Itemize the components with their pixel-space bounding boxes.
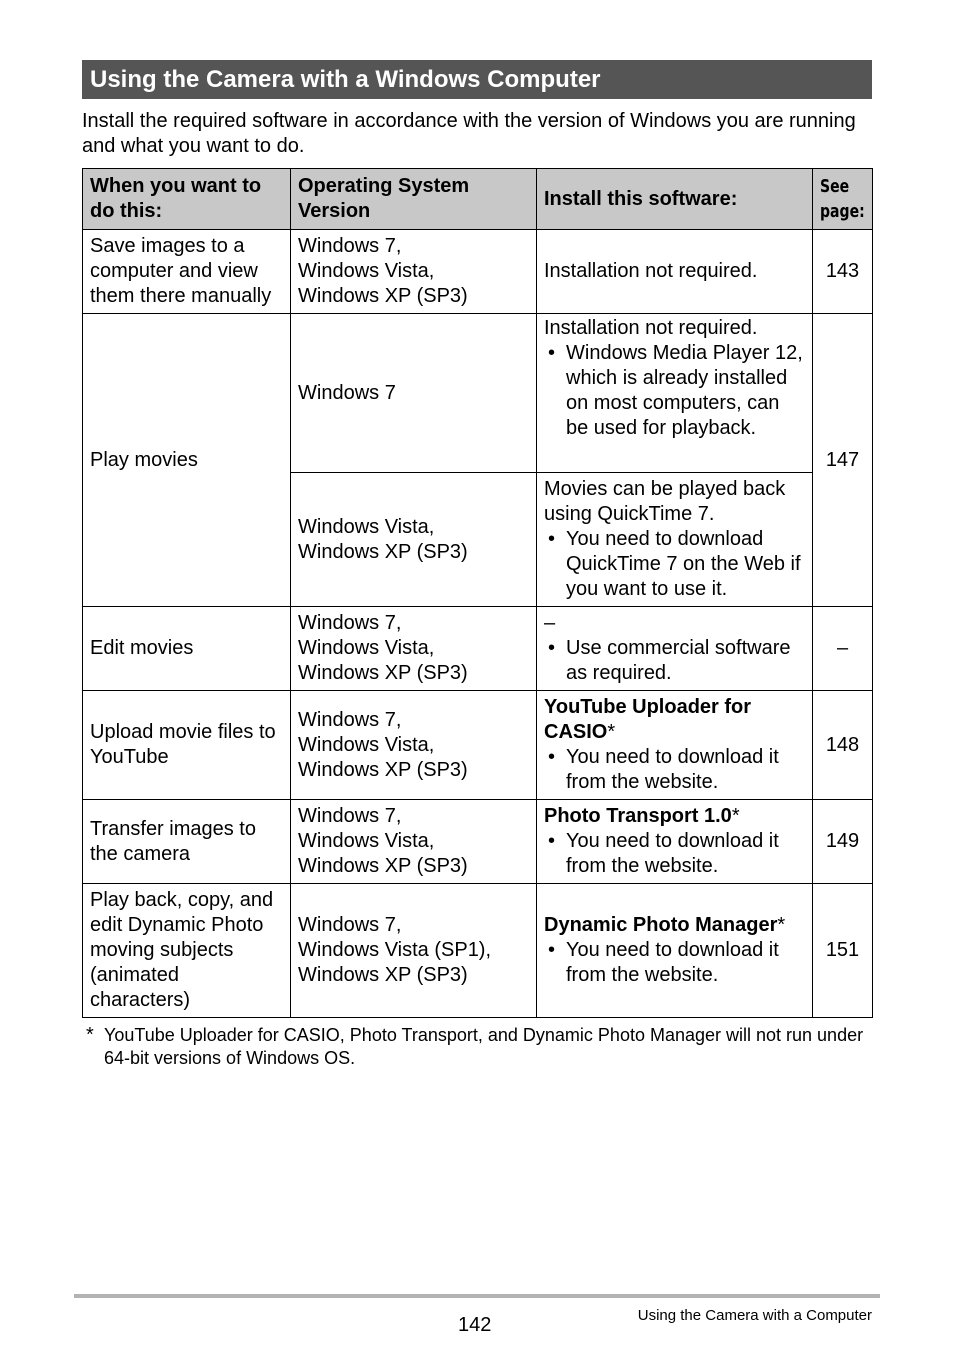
bullet-item xyxy=(544,829,805,879)
cell-want: Transfer images to the camera xyxy=(83,800,291,884)
table-row xyxy=(83,800,873,884)
software-name-text: YouTube Uploader for CASIO xyxy=(544,696,752,743)
os-line: Windows XP (SP3) xyxy=(298,540,468,563)
bullet-dot: • xyxy=(548,746,556,768)
os-line: Windows Vista, xyxy=(298,260,435,282)
section-heading: Using the Camera with a Windows Computer xyxy=(82,60,872,99)
cell-page: 143 xyxy=(813,230,873,314)
cell-page: – xyxy=(813,607,873,691)
cell-software xyxy=(537,473,813,607)
cell-page: 147 xyxy=(813,314,873,607)
software-name xyxy=(544,695,805,745)
bullet-text: You need to download it from the website. xyxy=(566,939,779,986)
cell-want: Save images to a computer and view them there manually xyxy=(83,230,291,314)
software-lead: Movies can be played back using QuickTime 7. xyxy=(544,478,786,525)
bullet-text: Use commercial software as required. xyxy=(566,637,791,684)
cell-os xyxy=(291,691,537,800)
cell-os xyxy=(291,800,537,884)
os-line: Windows 7 xyxy=(298,381,396,404)
os-line: Windows 7, xyxy=(298,235,402,257)
running-head: Using the Camera with a Computer xyxy=(637,1307,872,1324)
software-name-text: Photo Transport 1.0 xyxy=(544,805,732,827)
os-line: Windows XP (SP3) xyxy=(298,964,468,986)
cell-os xyxy=(291,230,537,314)
header-os: Operating System Version xyxy=(291,169,537,230)
bullet-text: You need to download it from the website. xyxy=(566,830,779,877)
cell-page: 151 xyxy=(813,884,873,1018)
bullet-item xyxy=(544,938,805,988)
os-line: Windows Vista, xyxy=(298,637,435,659)
header-see-line1: See xyxy=(820,176,850,197)
bullet-dot: • xyxy=(548,637,556,659)
os-line: Windows 7, xyxy=(298,914,402,936)
software-name xyxy=(544,804,805,829)
cell-page: 148 xyxy=(813,691,873,800)
cell-software xyxy=(537,314,813,473)
cell-software: Installation not required. xyxy=(537,230,813,314)
cell-want: Edit movies xyxy=(83,607,291,691)
bullet-dot: • xyxy=(548,830,556,852)
bullet-item xyxy=(544,745,805,795)
cell-software xyxy=(537,607,813,691)
software-lead: – xyxy=(544,612,556,634)
software-table xyxy=(82,168,873,1018)
os-line: Windows XP (SP3) xyxy=(298,758,468,781)
os-line: Windows XP (SP3) xyxy=(298,855,468,877)
cell-os xyxy=(291,473,537,607)
table-row xyxy=(83,607,873,691)
os-line: Windows 7, xyxy=(298,708,402,731)
header-see-line2: page: xyxy=(820,201,865,222)
footnote-asterisk: * xyxy=(86,1024,94,1046)
footer-rule xyxy=(74,1294,880,1298)
cell-page: 149 xyxy=(813,800,873,884)
bullet-dot: • xyxy=(548,342,556,364)
footnote-text: YouTube Uploader for CASIO, Photo Transport, and Dynamic Photo Manager will not run under 64-bit versions of Windows OS. xyxy=(104,1025,864,1068)
bullet-text: You need to download it from the website. xyxy=(566,746,779,793)
bullet-text: Windows Media Player 12, which is already installed on most computers, can be used for playback. xyxy=(566,342,803,439)
bullet-text: You need to download QuickTime 7 on the Web if you want to use it. xyxy=(566,528,801,600)
software-lead: Installation not required. xyxy=(544,317,758,339)
asterisk-mark: * xyxy=(777,914,786,936)
software-name xyxy=(544,913,805,938)
table-row xyxy=(83,884,873,1018)
cell-os xyxy=(291,607,537,691)
cell-want: Upload movie files to YouTube xyxy=(83,691,291,800)
software-name-text: Dynamic Photo Manager xyxy=(544,914,778,936)
header-see-page xyxy=(813,169,873,230)
bullet-item xyxy=(544,527,805,602)
os-line: Windows Vista (SP1), xyxy=(298,939,492,961)
page-number: 142 xyxy=(458,1314,492,1336)
bullet-dot: • xyxy=(548,939,556,961)
os-line: Windows Vista, xyxy=(298,830,435,852)
table-header-row xyxy=(83,169,873,230)
bullet-dot: • xyxy=(548,528,556,550)
os-line: Windows 7, xyxy=(298,612,402,634)
intro-paragraph: Install the required software in accordance with the version of Windows you are running and what you want to do. xyxy=(82,110,856,157)
footnote xyxy=(82,1024,872,1070)
table-row xyxy=(83,691,873,800)
cell-want: Play back, copy, and edit Dynamic Photo moving subjects (animated characters) xyxy=(83,884,291,1018)
cell-software xyxy=(537,800,813,884)
os-line: Windows XP (SP3) xyxy=(298,662,468,684)
cell-software xyxy=(537,884,813,1018)
cell-os xyxy=(291,884,537,1018)
cell-os xyxy=(291,314,537,473)
table-row xyxy=(83,314,873,473)
asterisk-mark: * xyxy=(607,721,616,743)
os-line: Windows 7, xyxy=(298,805,402,827)
os-line: Windows XP (SP3) xyxy=(298,285,468,307)
bullet-item xyxy=(544,341,805,441)
asterisk-mark: * xyxy=(731,805,740,827)
table-row xyxy=(83,230,873,314)
header-software: Install this software: xyxy=(537,169,813,230)
os-line: Windows Vista, xyxy=(298,733,435,756)
cell-want: Play movies xyxy=(83,314,291,607)
cell-software xyxy=(537,691,813,800)
bullet-item xyxy=(544,636,805,686)
os-line: Windows Vista, xyxy=(298,515,435,538)
header-want: When you want to do this: xyxy=(83,169,291,230)
